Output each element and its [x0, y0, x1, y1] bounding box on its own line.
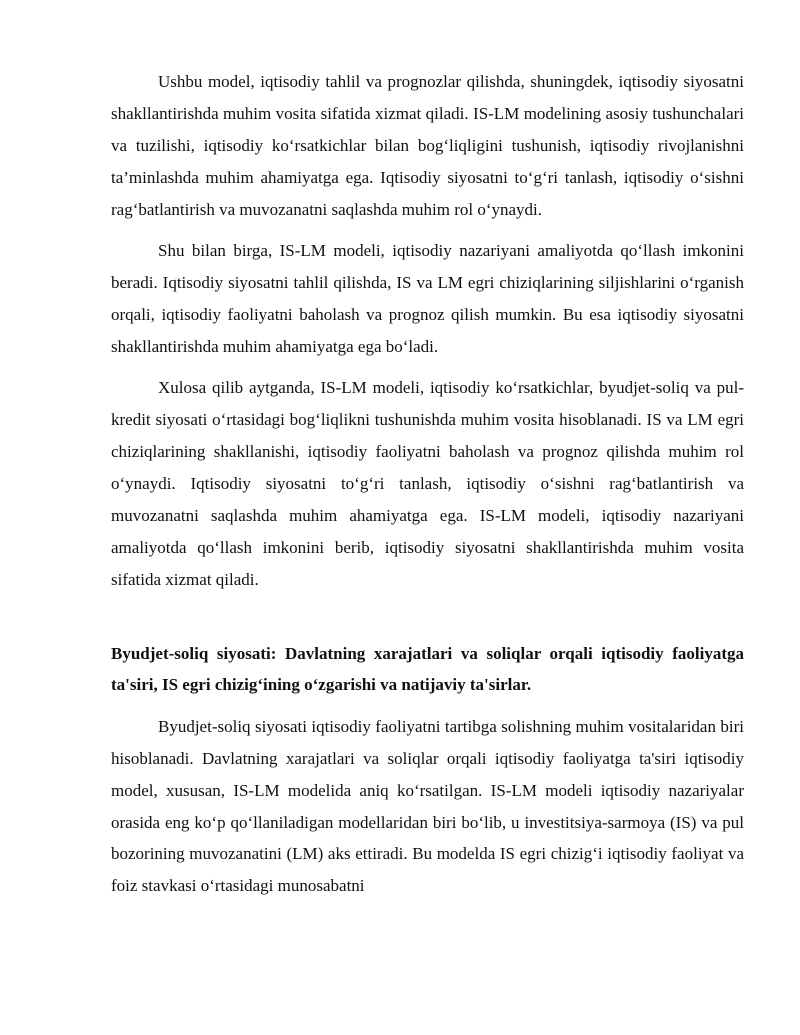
paragraph-3: Xulosa qilib aytganda, IS-LM modeli, iqtisodiy ko‘rsatkichlar, byudjet-soliq va pul-kredit siyosati o‘rtasidagi bog‘liqlikni tushunishda muhim vosita hisoblanadi. IS va LM egri chiziqlarining shakllanishi, iqtisodiy faoliyatni baholash va prognoz qilishda muhim rol o‘ynaydi. Iqtisodiy siyosatni to‘g‘ri tanlash, iqtisodiy o‘sishni rag‘batlantirish va muvozanatni saqlashda muhim ahamiyatga ega. IS-LM modeli, iqtisodiy nazariyani amaliyotda qo‘llash imkonini berib, iqtisodiy siyosatni shakllantirishda muhim vosita sifatida xizmat qiladi.	[111, 378, 744, 589]
section-paragraph: Byudjet-soliq siyosati iqtisodiy faoliyatni tartibga solishning muhim vositalaridan biri hisoblanadi. Davlatning xarajatlari va soliqlar orqali iqtisodiy faoliyatga ta'siri iqtisodiy model, xususan, IS-LM modelida aniq ko‘rsatilgan. IS-LM modeli iqtisodiy nazariyalar orasida eng ko‘p qo‘llaniladigan modellaridan biri bo‘lib, u investitsiya-sarmoya (IS) va pul bozorining muvozanatini (LM) aks ettiradi. Bu modelda IS egri chizig‘i iqtisodiy faoliyat va foiz stavkasi o‘rtasidagi munosabatni	[111, 716, 744, 896]
paragraph-1: Ushbu model, iqtisodiy tahlil va prognozlar qilishda, shuningdek, iqtisodiy siyosatni shakllantirishda muhim vosita sifatida xizmat qiladi. IS-LM modelining asosiy tushunchalari va tuzilishi, iqtisodiy ko‘rsatkichlar bilan bog‘liqligini tushunish, iqtisodiy rivojlanishni ta’minlashda muhim ahamiyatga ega. Iqtisodiy siyosatni to‘g‘ri tanlash, iqtisodiy o‘sishni rag‘batlantirish va muvozanatni saqlashda muhim rol o‘ynaydi.	[111, 72, 744, 219]
document-page	[111, 66, 744, 902]
section-heading: Byudjet-soliq siyosati: Davlatning xarajatlari va soliqlar orqali iqtisodiy faoliyatga ta'siri, IS egri chizig‘ining o‘zgarishi va natijaviy ta'sirlar.	[111, 643, 744, 695]
paragraph-2: Shu bilan birga, IS-LM modeli, iqtisodiy nazariyani amaliyotda qo‘llash imkonini beradi. Iqtisodiy siyosatni tahlil qilishda, IS va LM egri chiziqlarining siljishlarini o‘rganish orqali, iqtisodiy faoliyatni baholash va prognoz qilish mumkin. Bu esa iqtisodiy siyosatni shakllantirishda muhim ahamiyatga ega bo‘ladi.	[111, 241, 744, 356]
